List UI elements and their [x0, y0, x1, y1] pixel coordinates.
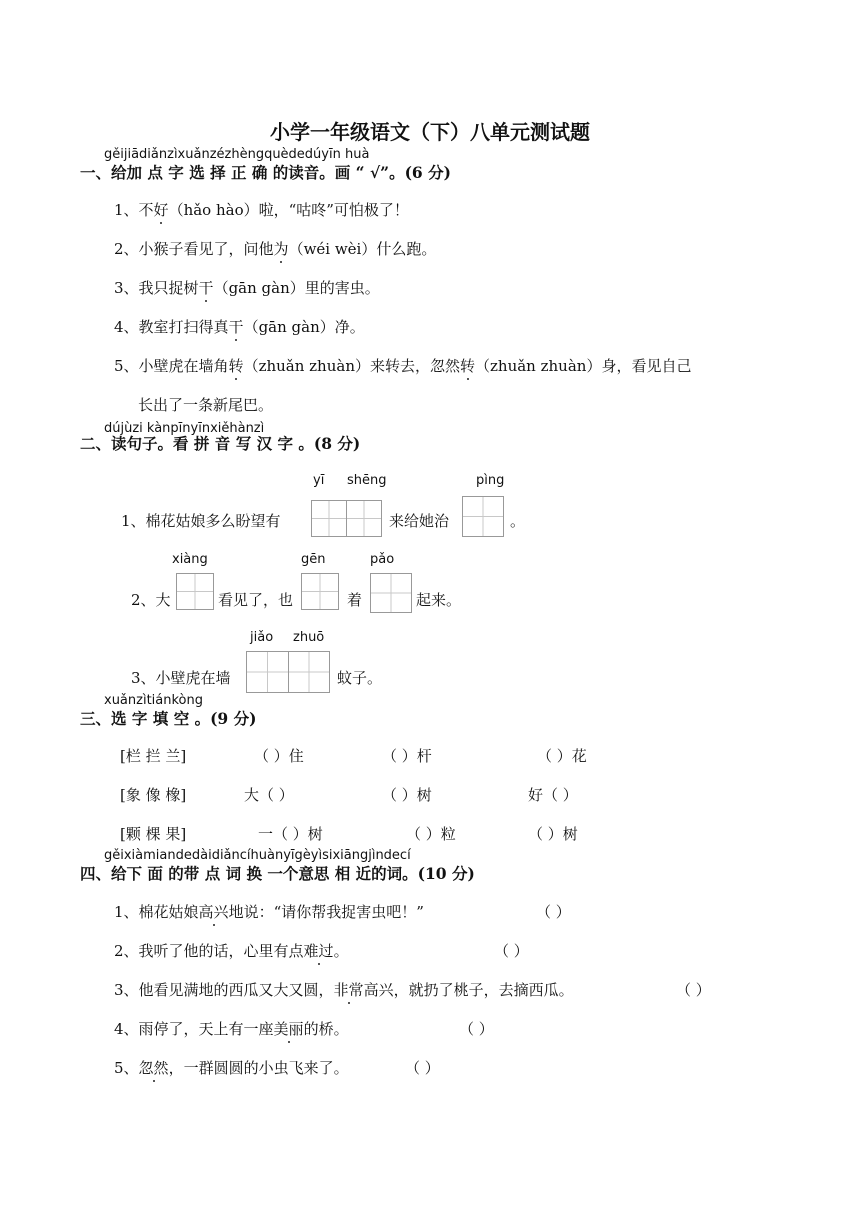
s4-item-3-blank[interactable]: （ ） [676, 981, 711, 999]
q3-text-a: 3、小壁虎在墙 [131, 669, 231, 687]
writing-box-yisheng[interactable] [311, 500, 382, 537]
section3-heading: 三、选 字 填 空 。(9 分) [80, 709, 257, 728]
s3-row-1-blank-2[interactable]: （ ）杆 [382, 747, 432, 765]
writing-box-ping[interactable] [462, 496, 504, 537]
q1-pinyin-sheng: shēng [347, 473, 387, 488]
s4-item-2: 2、我听了他的话，心里有点难过。 [114, 942, 349, 960]
s4-item-5: 5、忽然，一群圆圆的小虫飞来了。 [114, 1059, 349, 1077]
s3-row-1-group: [栏 拦 兰] [120, 747, 187, 765]
s4-item-1: 1、棉花姑娘高兴地说：“请你帮我捉害虫吧！” [114, 903, 424, 921]
s1-item-1: 1、不好（hǎo hào）啦，“咕咚”可怕极了！ [114, 201, 409, 219]
s1-item-2: 2、小猴子看见了，问他为（wéi wèi）什么跑。 [114, 240, 437, 258]
q2-pinyin-xiang: xiàng [172, 552, 208, 567]
writing-box-jiaozhuo[interactable] [246, 651, 330, 693]
s3-row-3-blank-1[interactable]: 一（ ）树 [258, 825, 323, 843]
writing-box-pao[interactable] [370, 573, 412, 613]
s3-row-2-blank-1[interactable]: 大（ ） [244, 786, 294, 804]
s4-item-5-blank[interactable]: （ ） [405, 1059, 440, 1077]
q2-text-b: 看见了，也 [218, 591, 294, 609]
q2-text-a: 2、大 [131, 591, 171, 609]
s4-item-3: 3、他看见满地的西瓜又大又圆，非常高兴，就扔了桃子，去摘西瓜。 [114, 981, 574, 999]
q1-text-b: 来给她治 [389, 512, 450, 530]
s4-item-2-blank[interactable]: （ ） [494, 942, 529, 960]
s3-row-2-blank-2[interactable]: （ ）树 [382, 786, 432, 804]
s1-item-3: 3、我只捉树干（gān gàn）里的害虫。 [114, 279, 380, 297]
section2-heading: 二、读句子。看 拼 音 写 汉 字 。(8 分) [80, 434, 361, 453]
section1-heading: 一、给加 点 字 选 择 正 确 的读音。画 “ √”。(6 分) [80, 163, 451, 182]
q1-text-c: 。 [510, 512, 526, 530]
section4-pinyin: gěixiàmiandedàidiǎncíhuànyīgèyìsixiāngjìndecí [104, 848, 411, 863]
s3-row-2-group: [象 像 橡] [120, 786, 187, 804]
s1-item-5: 5、小壁虎在墙角转（zhuǎn zhuàn）来转去，忽然转（zhuǎn zhuàn）身，看见自己 [114, 357, 692, 375]
section1-pinyin: gěijiādiǎnzìxuǎnzézhèngquèdedúyīn huà [104, 147, 370, 162]
s1-item-4: 4、教室打扫得真干（gān gàn）净。 [114, 318, 365, 336]
page-title: 小学一年级语文（下）八单元测试题 [270, 120, 590, 144]
s4-item-1-blank[interactable]: （ ） [536, 903, 571, 921]
s4-item-4: 4、雨停了，天上有一座美丽的桥。 [114, 1020, 349, 1038]
section3-pinyin: xuǎnzìtiánkòng [104, 693, 203, 708]
q2-text-d: 起来。 [416, 591, 462, 609]
writing-box-xiang[interactable] [176, 573, 214, 610]
writing-box-gen[interactable] [301, 573, 339, 610]
s3-row-1-blank-1[interactable]: （ ）住 [254, 747, 304, 765]
s3-row-3-group: [颗 棵 果] [120, 825, 187, 843]
s4-item-4-blank[interactable]: （ ） [459, 1020, 494, 1038]
q2-text-c: 着 [347, 591, 363, 609]
s3-row-1-blank-3[interactable]: （ ）花 [537, 747, 587, 765]
s1-item-5-cont: 长出了一条新尾巴。 [138, 396, 274, 414]
s3-row-2-blank-3[interactable]: 好（ ） [528, 786, 578, 804]
q2-pinyin-gen: gēn [301, 552, 326, 567]
q3-pinyin-zhuo: zhuō [293, 630, 325, 645]
q3-text-b: 蚊子。 [337, 669, 383, 687]
q1-pinyin-ping: pìng [476, 473, 505, 488]
section4-heading: 四、给下 面 的带 点 词 换 一个意思 相 近的词。(10 分) [80, 864, 475, 883]
q1-pinyin-yi: yī [313, 473, 325, 488]
q3-pinyin-jiao: jiǎo [250, 630, 274, 645]
s3-row-3-blank-2[interactable]: （ ）粒 [406, 825, 456, 843]
q2-pinyin-pao: pǎo [370, 552, 395, 567]
section2-pinyin: dújùzi kànpīnyīnxiěhànzì [104, 421, 265, 436]
q1-text-a: 1、棉花姑娘多么盼望有 [121, 512, 281, 530]
s3-row-3-blank-3[interactable]: （ ）树 [528, 825, 578, 843]
